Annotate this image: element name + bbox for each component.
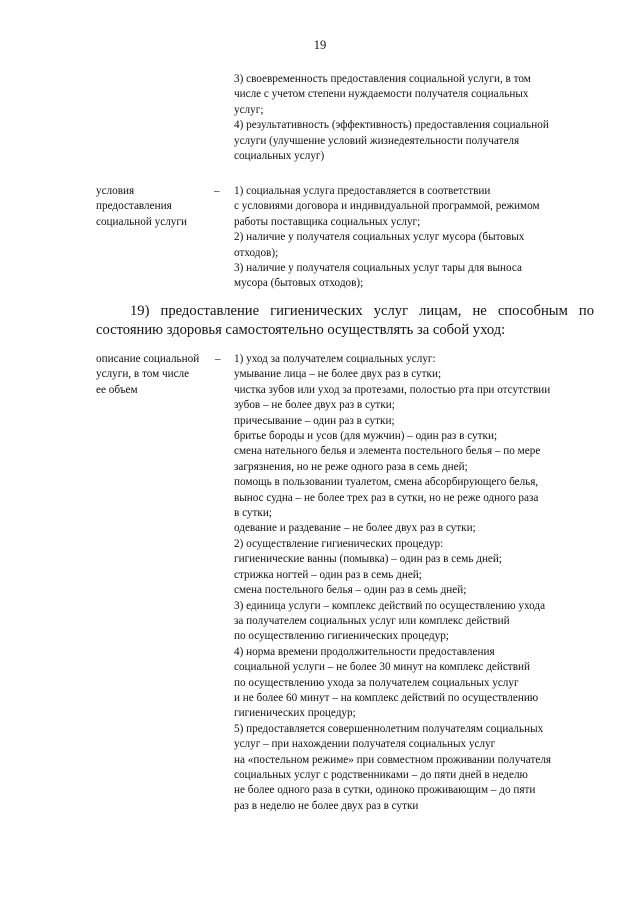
section-heading: [96, 302, 594, 340]
text-line: смена нательного белья и элемента постельного белья – по мере: [234, 445, 541, 458]
text-line: чистка зубов или уход за протезами, полостью рта при отсутствии: [234, 383, 551, 396]
text-line: услуги (улучшение условий жизнедеятельности получателя: [234, 134, 520, 147]
text-line: гигиенических процедур;: [234, 707, 356, 720]
text-line: 3) наличие у получателя социальных услуг тары для выноса: [234, 262, 522, 275]
description-label: [96, 352, 224, 398]
text-line: социальной услуги: [96, 215, 187, 228]
text-line: числе с учетом степени нуждаемости получателя социальных: [234, 88, 529, 101]
text-line: по осуществлению гигиенических процедур;: [234, 630, 449, 643]
text-line: 1) социальная услуга предоставляется в соответствии: [234, 185, 491, 197]
text-line: предоставления: [96, 200, 172, 213]
section-heading-line-1: 19) предоставление гигиенических услуг лицам, не способным по: [130, 303, 594, 319]
text-line: услуг – при нахождении получателя социальных услуг: [234, 738, 496, 751]
conditions-dash: –: [214, 185, 220, 197]
text-line: смена постельного белья – один раз в семь дней;: [234, 584, 467, 597]
conditions-label: [96, 184, 224, 230]
continuation-text: [234, 72, 614, 164]
text-line: 1) уход за получателем социальных услуг:: [234, 353, 436, 365]
text-line: вынос судна – не более трех раз в сутки, но не реже одного раза: [234, 491, 539, 504]
text-line: услуг;: [234, 103, 264, 116]
text-line: умывание лица – не более двух раз в сутки;: [234, 368, 442, 381]
text-line: 3) своевременность предоставления социальной услуги, в том: [234, 73, 531, 85]
text-line: 2) наличие у получателя социальных услуг мусора (бытовых: [234, 231, 525, 244]
text-line: загрязнения, но не реже одного раза в семь дней;: [234, 460, 468, 473]
text-line: 4) норма времени продолжительности предоставления: [234, 645, 495, 658]
text-line: бритье бороды и усов (для мужчин) – один раз в сутки;: [234, 430, 498, 443]
text-line: стрижка ногтей – один раз в семь дней;: [234, 568, 422, 581]
text-line: за получателем социальных услуг или комплекс действий: [234, 614, 510, 627]
text-line: ее объем: [96, 383, 138, 396]
text-line: условия: [96, 185, 135, 197]
text-line: мусора (бытовых отходов);: [234, 277, 364, 290]
text-line: гигиенические ванны (помывка) – один раз в семь дней;: [234, 553, 502, 566]
text-line: социальной услуги – не более 30 минут на комплекс действий: [234, 661, 530, 674]
text-line: 3) единица услуги – комплекс действий по осуществлению ухода: [234, 599, 546, 612]
text-line: помощь в пользовании туалетом, смена абсорбирующего белья,: [234, 476, 539, 489]
section-heading-line-2: состоянию здоровья самостоятельно осуществлять за собой уход:: [96, 322, 506, 338]
conditions-text: [234, 184, 614, 292]
text-line: социальных услуг с родственниками – до пяти дней в неделю: [234, 768, 528, 781]
text-line: на «постельном режиме» при совместном проживании получателя: [234, 753, 552, 766]
text-line: работы поставщика социальных услуг;: [234, 215, 421, 228]
text-line: 5) предоставляется совершеннолетним получателям социальных: [234, 722, 544, 735]
text-line: 4) результативность (эффективность) предоставления социальной: [234, 119, 549, 132]
text-line: раз в неделю не более двух раз в сутки: [234, 799, 419, 812]
text-line: с условиями договора и индивидуальной программой, режимом: [234, 200, 540, 213]
text-line: одевание и раздевание – не более двух раз в сутки;: [234, 522, 476, 535]
description-dash: –: [215, 353, 221, 365]
text-line: 2) осуществление гигиенических процедур:: [234, 537, 444, 550]
text-line: услуги, в том числе: [96, 368, 190, 381]
text-line: отходов);: [234, 246, 279, 259]
page-number: 19: [313, 38, 327, 52]
text-line: и не более 60 минут – на комплекс действий по осуществлению: [234, 691, 539, 704]
text-line: причесывание – один раз в сутки;: [234, 414, 395, 427]
text-line: зубов – не более двух раз в сутки;: [234, 399, 395, 412]
text-line: по осуществлению ухода за получателем социальных услуг: [234, 676, 519, 689]
text-line: описание социальной: [96, 353, 200, 365]
description-text: [234, 352, 614, 814]
text-line: не более одного раза в сутки, одиноко проживающим – до пяти: [234, 784, 536, 797]
text-line: социальных услуг): [234, 150, 325, 163]
text-line: в сутки;: [234, 507, 272, 520]
